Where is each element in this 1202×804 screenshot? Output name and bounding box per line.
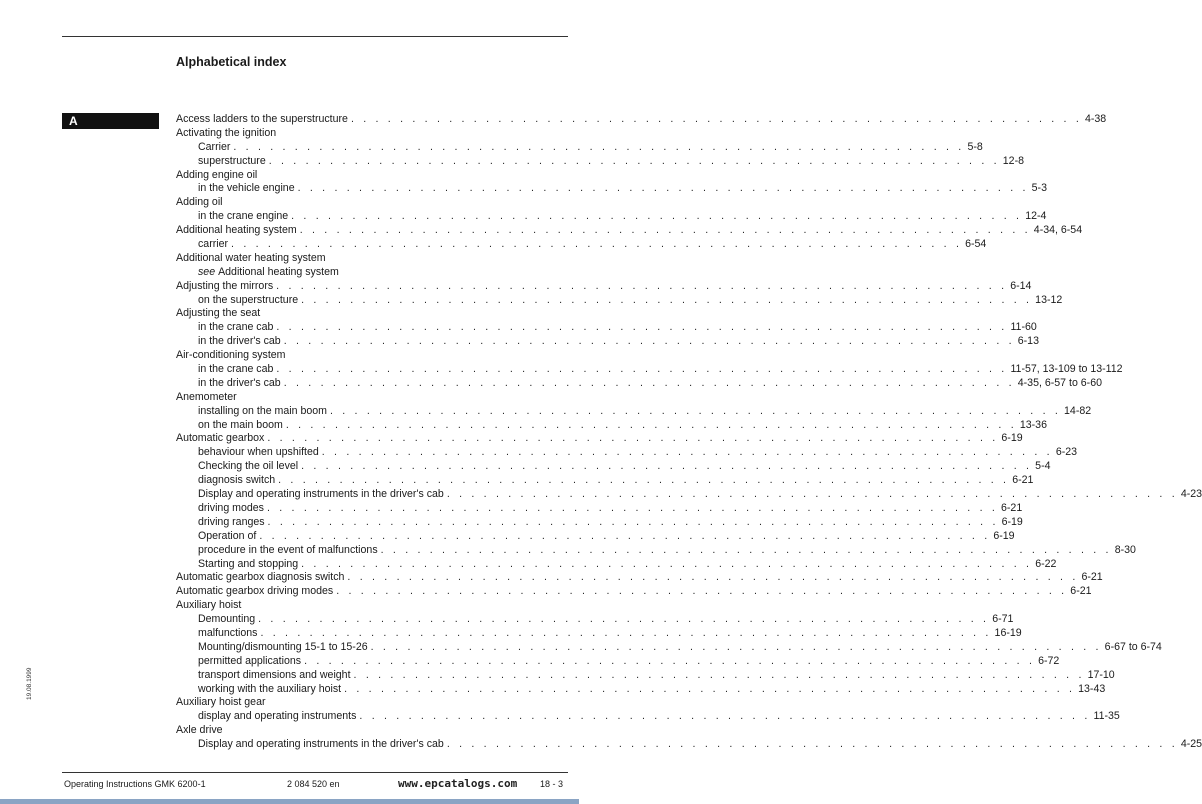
dot-leader: . . . . . . . . . . . . . . . . . . . . . . . . . . . . . . . . . . . . . . . . . . . . . . . . . . . . . . . . . . . .	[329, 404, 1062, 417]
dot-leader: . . . . . . . . . . . . . . . . . . . . . . . . . . . . . . . . . . . . . . . . . . . . . . . . . . . . . . . . . . . .	[336, 585, 1068, 598]
dot-leader: . . . . . . . . . . . . . . . . . . . . . . . . . . . . . . . . . . . . . . . . . . . . . . . . . . . . . . . . . . . .	[266, 501, 999, 514]
dot-leader: . . . . . . . . . . . . . . . . . . . . . . . . . . . . . . . . . . . . . . . . . . . . . . . . . . . . . . . . . . . .	[231, 238, 963, 251]
index-entry-text: Adjusting the mirrors	[176, 279, 274, 292]
index-entry-text: Access ladders to the superstructure	[176, 113, 348, 125]
index-entry	[176, 391, 566, 405]
index-entry	[176, 376, 1102, 391]
index-entry-label	[198, 641, 368, 655]
index-entry-text: in the driver's cab	[198, 335, 281, 348]
index-entry-page: 4-35, 6-57 to 6-60	[1017, 376, 1102, 389]
index-entry	[176, 515, 1023, 530]
index-entry-text: Air-conditioning system	[176, 349, 286, 362]
index-entry	[176, 724, 566, 738]
index-entry-text: working with the auxiliary hoist	[198, 682, 342, 695]
index-entry-page: 6-71	[992, 613, 1014, 626]
index-entry-page: 6-67 to 6-74	[1104, 640, 1162, 653]
index-entry	[176, 640, 1162, 655]
index-entry-label	[176, 585, 333, 599]
index-entry	[176, 626, 1022, 641]
index-entry-label	[176, 696, 266, 710]
index-entry-text: Anemometer	[176, 390, 237, 403]
index-entry	[176, 321, 1037, 335]
index-entry	[176, 446, 1078, 460]
page-title: Alphabetical index	[176, 55, 287, 69]
index-entry-label	[176, 571, 344, 585]
index-entry-text: Operation of	[198, 529, 257, 542]
index-entry	[176, 460, 1051, 474]
dot-leader: . . . . . . . . . . . . . . . . . . . . . . . . . . . . . . . . . . . . . . . . . . . . . . . . . . . . . . . . . . . .	[301, 557, 1033, 570]
dot-leader: . . . . . . . . . . . . . . . . . . . . . . . . . . . . . . . . . . . . . . . . . . . . . . . . . . . . . . . . . . . .	[350, 113, 1082, 125]
dot-leader: . . . . . . . . . . . . . . . . . . . . . . . . . . . . . . . . . . . . . . . . . . . . . . . . . . . . . . . . . . . .	[301, 460, 1033, 473]
index-entry-label	[176, 599, 241, 613]
index-entry-label	[176, 391, 237, 405]
index-entry	[176, 488, 1202, 502]
index-entry-text: carrier	[198, 238, 229, 251]
index-entry-label	[176, 113, 348, 127]
index-entry-text: Additional heating system	[176, 224, 297, 237]
dot-leader: . . . . . . . . . . . . . . . . . . . . . . . . . . . . . . . . . . . . . . . . . . . . . . . . . . . . . . . . . . . .	[446, 738, 1178, 751]
index-entry	[176, 474, 1034, 488]
bottom-bar	[0, 799, 579, 804]
footer-doc-number: 2 084 520 en	[287, 779, 340, 789]
index-entry-label	[198, 530, 256, 544]
index-entry-label	[198, 238, 228, 252]
index-entry-page: 12-8	[1002, 154, 1024, 167]
index-entry-page: 6-21	[1081, 571, 1103, 584]
index-entry	[176, 432, 1023, 446]
index-entry	[176, 501, 1023, 516]
index-entry-page: 4-23	[1180, 488, 1202, 501]
dot-leader: . . . . . . . . . . . . . . . . . . . . . . . . . . . . . . . . . . . . . . . . . . . . . . . . . . . . . . . . . . . .	[276, 363, 1008, 376]
index-entry-label	[198, 460, 298, 474]
index-entry-text: on the superstructure	[198, 293, 299, 306]
index-letter-tab: A	[62, 113, 159, 129]
index-entry-text: Adding oil	[176, 196, 223, 209]
footer-watermark: www.epcatalogs.com	[398, 777, 518, 790]
dot-leader: . . . . . . . . . . . . . . . . . . . . . . . . . . . . . . . . . . . . . . . . . . . . . . . . . . . . . . . . . . . .	[276, 279, 1008, 292]
dot-leader: . . . . . . . . . . . . . . . . . . . . . . . . . . . . . . . . . . . . . . . . . . . . . . . . . . . . . . . . . . . .	[446, 488, 1178, 501]
index-entry	[176, 252, 566, 266]
index-entry	[176, 557, 1057, 572]
index-entry-label	[176, 724, 223, 738]
index-entry-text: Auxiliary hoist gear	[176, 696, 266, 709]
index-entry-text: Adjusting the seat	[176, 307, 261, 320]
dot-leader: . . . . . . . . . . . . . . . . . . . . . . . . . . . . . . . . . . . . . . . . . . . . . . . . . . . . . . . . . . . .	[258, 613, 990, 626]
index-entry-label	[198, 544, 378, 558]
index-entry-label	[198, 488, 444, 502]
index-entry-page: 6-22	[1035, 557, 1057, 570]
index-entry	[176, 182, 1047, 196]
index-entry-label	[176, 196, 223, 210]
index-entry	[176, 293, 1063, 308]
index-entry-label	[198, 627, 257, 641]
index-entry	[176, 710, 1120, 724]
index-entry-text: Activating the ignition	[176, 126, 277, 139]
index-entry	[176, 196, 566, 210]
index-entry	[176, 113, 1107, 127]
index-entry-page: 5-4	[1035, 460, 1051, 473]
index-entry-label	[176, 432, 264, 446]
index-entry-page: 6-21	[1070, 585, 1092, 598]
index-entry	[176, 127, 566, 141]
index-entry-label	[198, 738, 444, 752]
index-entry-page: 13-43	[1078, 682, 1106, 695]
index-entry-text: on the main boom	[198, 418, 283, 431]
index-entry-label	[198, 655, 301, 669]
index-entry-page: 6-21	[1012, 474, 1034, 487]
index-entry-page: 6-13	[1017, 335, 1039, 348]
index-entry	[176, 363, 1123, 377]
index-entry-label	[176, 349, 286, 363]
index-entry-text: superstructure	[198, 154, 266, 167]
index-entry-text: Automatic gearbox driving modes	[176, 585, 334, 598]
index-entry-label	[198, 363, 273, 377]
dot-leader: . . . . . . . . . . . . . . . . . . . . . . . . . . . . . . . . . . . . . . . . . . . . . . . . . . . . . . . . . . . .	[291, 210, 1023, 223]
dot-leader: . . . . . . . . . . . . . . . . . . . . . . . . . . . . . . . . . . . . . . . . . . . . . . . . . . . . . . . . . . . .	[370, 640, 1102, 653]
index-entry-text: driving modes	[198, 501, 264, 514]
index-entry-label	[198, 669, 351, 683]
index-entry-page: 5-3	[1031, 182, 1047, 195]
index-entry	[176, 224, 1083, 238]
index-entry-text: procedure in the event of malfunctions	[198, 543, 378, 556]
index-entry	[176, 529, 1015, 544]
dot-leader: . . . . . . . . . . . . . . . . . . . . . . . . . . . . . . . . . . . . . . . . . . . . . . . . . . . . . . . . . . . .	[267, 432, 999, 445]
index-entry-text: Display and operating instruments in the driver's cab	[198, 738, 444, 751]
index-entry-page: 6-21	[1001, 501, 1023, 514]
index-entry-page: 14-82	[1064, 404, 1092, 417]
index-entry-text: in the crane cab	[198, 321, 274, 334]
index-entry-text: Adding engine oil	[176, 168, 258, 181]
footer-doc-title: Operating Instructions GMK 6200-1	[64, 779, 206, 789]
index-entry-text: in the crane engine	[198, 210, 289, 223]
index-entry-label	[198, 683, 341, 697]
index-entry	[176, 418, 1047, 433]
footer-page-number: 18 - 3	[540, 779, 564, 789]
dot-leader: . . . . . . . . . . . . . . . . . . . . . . . . . . . . . . . . . . . . . . . . . . . . . . . . . . . . . . . . . . . .	[283, 376, 1015, 389]
index-entry-page: 16-19	[994, 626, 1022, 639]
dot-leader: . . . . . . . . . . . . . . . . . . . . . . . . . . . . . . . . . . . . . . . . . . . . . . . . . . . . . . . . . . . .	[283, 335, 1015, 348]
index-entry	[176, 738, 1202, 752]
index-entry-label	[176, 127, 276, 141]
dot-leader: . . . . . . . . . . . . . . . . . . . . . . . . . . . . . . . . . . . . . . . . . . . . . . . . . . . . . . . . . . . .	[268, 154, 1000, 167]
index-entry-text: in the crane cab	[198, 363, 274, 376]
index-entry-page: 5-8	[967, 140, 983, 153]
index-entry	[176, 266, 566, 280]
index-entry-text: Mounting/dismounting 15-1 to 15-26	[198, 640, 368, 653]
index-entry-label	[176, 252, 326, 266]
index-entry-text: transport dimensions and weight	[198, 668, 351, 681]
dot-leader: . . . . . . . . . . . . . . . . . . . . . . . . . . . . . . . . . . . . . . . . . . . . . . . . . . . . . . . . . . . .	[276, 321, 1008, 334]
index-entry-page: 13-36	[1019, 418, 1047, 431]
index-entry-label	[176, 169, 257, 183]
index-entry-label	[198, 141, 230, 155]
index-entry-page: 17-10	[1087, 668, 1115, 681]
index-entry-label	[198, 558, 298, 572]
index-entry-label	[198, 613, 255, 627]
index-entry-text: in the vehicle engine	[198, 182, 295, 195]
index-entry-label	[198, 321, 273, 335]
index-entry	[176, 404, 1092, 419]
index-entry	[176, 154, 1024, 169]
index-entry-label	[198, 419, 283, 433]
dot-leader: . . . . . . . . . . . . . . . . . . . . . . . . . . . . . . . . . . . . . . . . . . . . . . . . . . . . . . . . . . . .	[285, 418, 1017, 431]
dot-leader: . . . . . . . . . . . . . . . . . . . . . . . . . . . . . . . . . . . . . . . . . . . . . . . . . . . . . . . . . . . .	[344, 682, 1076, 695]
index-entry	[176, 585, 1092, 599]
index-entry-text: Checking the oil level	[198, 460, 299, 473]
index-entry-label	[176, 280, 273, 294]
index-entry-page: 6-19	[1001, 432, 1023, 445]
index-entry-text: Demounting	[198, 613, 256, 626]
index-entry-text: display and operating instruments	[198, 710, 357, 723]
index-entry-page: 12-4	[1025, 210, 1047, 223]
index-entry-text: Automatic gearbox	[176, 432, 265, 445]
index-entry	[176, 599, 566, 613]
index-entry-label	[198, 155, 266, 169]
index-entry-text: Additional water heating system	[176, 251, 326, 264]
index-entry-text: malfunctions	[198, 626, 258, 639]
dot-leader: . . . . . . . . . . . . . . . . . . . . . . . . . . . . . . . . . . . . . . . . . . . . . . . . . . . . . . . . . . . .	[321, 446, 1053, 459]
index-entry	[176, 335, 1039, 349]
dot-leader: . . . . . . . . . . . . . . . . . . . . . . . . . . . . . . . . . . . . . . . . . . . . . . . . . . . . . . . . . . . .	[299, 224, 1031, 237]
index-entry-page: 11-60	[1010, 321, 1037, 334]
index-entry-label	[176, 224, 297, 238]
index-entry-label	[198, 335, 281, 349]
index-entry-text: Display and operating instruments in the driver's cab	[198, 488, 444, 501]
dot-leader: . . . . . . . . . . . . . . . . . . . . . . . . . . . . . . . . . . . . . . . . . . . . . . . . . . . . . . . . . . . .	[359, 710, 1091, 723]
dot-leader: . . . . . . . . . . . . . . . . . . . . . . . . . . . . . . . . . . . . . . . . . . . . . . . . . . . . . . . . . . . .	[260, 626, 992, 639]
index-entry	[176, 682, 1106, 697]
index-entry-label	[198, 182, 295, 196]
index-entry-text: in the driver's cab	[198, 376, 281, 389]
dot-leader: . . . . . . . . . . . . . . . . . . . . . . . . . . . . . . . . . . . . . . . . . . . . . . . . . . . . . . . . . . . .	[304, 654, 1036, 667]
index-entry-text: behaviour when upshifted	[198, 446, 319, 459]
index-entry	[176, 654, 1060, 669]
index-entry	[176, 543, 1136, 558]
index-entry-label	[198, 516, 265, 530]
index-entry-label	[176, 307, 260, 321]
dot-leader: . . . . . . . . . . . . . . . . . . . . . . . . . . . . . . . . . . . . . . . . . . . . . . . . . . . . . . . . . . . .	[353, 668, 1085, 681]
index-entry-label	[198, 474, 275, 488]
index-entry-text: installing on the main boom	[198, 404, 327, 417]
dot-leader: . . . . . . . . . . . . . . . . . . . . . . . . . . . . . . . . . . . . . . . . . . . . . . . . . . . . . . . . . . . .	[301, 293, 1033, 306]
index-entry-label	[198, 294, 298, 308]
side-date: 19.08.1999	[26, 667, 33, 700]
dot-leader: . . . . . . . . . . . . . . . . . . . . . . . . . . . . . . . . . . . . . . . . . . . . . . . . . . . . . . . . . . . .	[380, 543, 1112, 556]
index-entry-page: 4-38	[1085, 113, 1107, 125]
index-entry	[176, 279, 1032, 294]
index-entry-text: Auxiliary hoist	[176, 599, 242, 612]
index-list	[176, 113, 1202, 752]
index-entry	[176, 169, 566, 183]
dot-leader: . . . . . . . . . . . . . . . . . . . . . . . . . . . . . . . . . . . . . . . . . . . . . . . . . . . . . . . . . . . .	[259, 529, 991, 542]
index-entry-page: 6-23	[1055, 446, 1078, 459]
index-entry-page: 8-30	[1114, 543, 1136, 556]
index-entry-page: 6-54	[965, 238, 987, 251]
index-entry-page: 6-19	[993, 529, 1015, 542]
index-entry-text: diagnosis switch	[198, 474, 276, 487]
index-entry	[176, 349, 566, 363]
index-entry-label	[198, 210, 288, 224]
see-reference: see	[198, 265, 216, 278]
index-entry-text: Starting and stopping	[198, 557, 299, 570]
index-entry-label	[198, 446, 319, 460]
index-entry	[176, 571, 1103, 585]
dot-leader: . . . . . . . . . . . . . . . . . . . . . . . . . . . . . . . . . . . . . . . . . . . . . . . . . . . . . . . . . . . .	[233, 140, 965, 153]
top-rule	[62, 36, 568, 37]
index-entry-page: 6-14	[1010, 279, 1032, 292]
index-entry	[176, 307, 566, 321]
index-entry-text: driving ranges	[198, 515, 265, 528]
index-entry-text: Automatic gearbox diagnosis switch	[176, 571, 345, 584]
index-entry-label	[198, 710, 356, 724]
index-entry	[176, 238, 987, 252]
index-entry	[176, 210, 1047, 224]
index-entry-page: 4-34, 6-54	[1033, 224, 1083, 237]
index-entry-page: 4-25	[1180, 738, 1202, 751]
bottom-rule	[62, 772, 568, 773]
dot-leader: . . . . . . . . . . . . . . . . . . . . . . . . . . . . . . . . . . . . . . . . . . . . . . . . . . . . . . . . . . . .	[297, 182, 1029, 195]
dot-leader: . . . . . . . . . . . . . . . . . . . . . . . . . . . . . . . . . . . . . . . . . . . . . . . . . . . . . . . . . . . .	[278, 474, 1010, 487]
index-entry-label	[198, 502, 264, 516]
index-entry-text: Axle drive	[176, 724, 223, 737]
index-entry-text: permitted applications	[198, 654, 302, 667]
index-entry	[176, 140, 983, 155]
index-entry-page: 13-12	[1035, 293, 1063, 306]
index-entry	[176, 613, 1014, 627]
dot-leader: . . . . . . . . . . . . . . . . . . . . . . . . . . . . . . . . . . . . . . . . . . . . . . . . . . . . . . . . . . . .	[347, 571, 1079, 584]
index-entry	[176, 668, 1115, 683]
index-entry-text: Additional heating system	[218, 265, 339, 278]
index-entry	[176, 696, 566, 710]
index-entry-label	[198, 405, 327, 419]
dot-leader: . . . . . . . . . . . . . . . . . . . . . . . . . . . . . . . . . . . . . . . . . . . . . . . . . . . . . . . . . . . .	[267, 515, 999, 528]
index-entry-page: 6-72	[1038, 654, 1060, 667]
index-entry-text: Carrier	[198, 140, 231, 153]
index-entry-label	[198, 266, 339, 280]
index-entry-label	[198, 377, 281, 391]
index-entry-page: 11-57, 13-109 to 13-112	[1010, 363, 1123, 376]
index-entry-page: 11-35	[1093, 710, 1120, 723]
index-entry-page: 6-19	[1001, 515, 1023, 528]
